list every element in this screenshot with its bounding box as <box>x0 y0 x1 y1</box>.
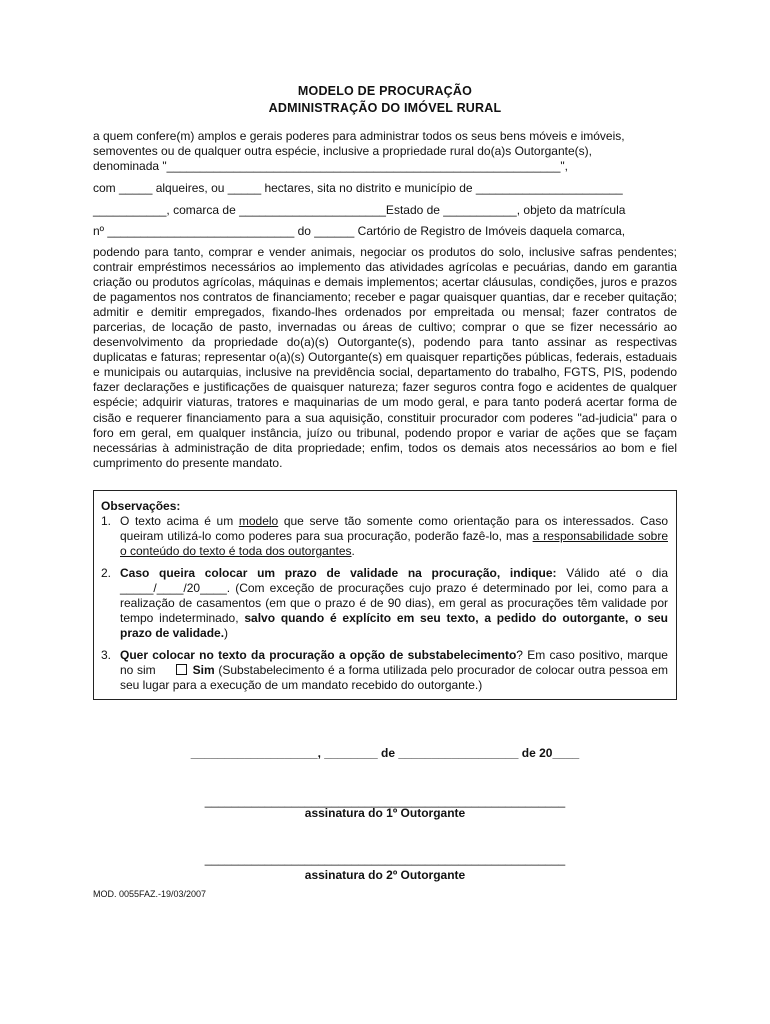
observation-item-2 <box>101 566 668 641</box>
item1-text-b: que serve tão somente como orientação para os interessados. Caso queiram utilizá-lo como poderes para sua procuração, poderão fazê-lo, mas <box>120 514 669 543</box>
item-number: 1. <box>101 514 112 528</box>
item-text <box>120 648 668 693</box>
fill-line-comarca: ___________, comarca de ______________________Estado de ___________, objeto da matrícula <box>93 203 626 217</box>
observation-item-1 <box>101 514 668 559</box>
item3-text-a: ? Em caso positivo, marque no sim <box>120 648 668 677</box>
signature-label-1: assinatura do 1º Outorgante <box>304 806 466 820</box>
fill-line-matricula: nº ____________________________ do ______ Cartório de Registro de Imóveis daquela comarca, <box>93 224 626 238</box>
intro-line-2: semoventes ou de qualquer outra espécie, inclusive a propriedade rural do(a)s Outorgante(s), <box>93 144 592 158</box>
observation-item-3 <box>101 648 668 693</box>
item1-text-a: O texto acima é um <box>120 514 239 528</box>
item-text <box>120 566 668 641</box>
item-number: 3. <box>101 648 112 662</box>
item1-modelo: modelo <box>238 514 279 528</box>
document-subtitle: ADMINISTRAÇÃO DO IMÓVEL RURAL <box>268 101 502 115</box>
item2-text-a: Válido até o dia _____/____/20____. (Com exceção de procurações cujo prazo é determinado por lei, como para a realização de casamentos (em que o prazo é de 90 dias), em geral as procurações têm validade por tempo indeterminado, <box>120 566 668 625</box>
date-line: ___________________, ________ de __________________ de 20____ <box>190 746 580 760</box>
document-title: MODELO DE PROCURAÇÃO <box>297 84 473 98</box>
signature-label-2: assinatura do 2º Outorgante <box>304 868 466 882</box>
intro-line-1: a quem confere(m) amplos e gerais poderes para administrar todos os seus bens móveis e imóveis, <box>93 129 625 143</box>
form-code: MOD. 0055FAZ.-19/03/2007 <box>93 889 207 899</box>
fill-line-area: com _____ alqueires, ou _____ hectares, sita no distrito e município de ______________________ <box>93 181 623 195</box>
item3-bold-a: Quer colocar no texto da procuração a opção de substabelecimento <box>120 648 517 662</box>
item1-underlined: a responsabilidade sobre o conteúdo do texto é toda dos outorgantes <box>120 529 668 558</box>
sim-checkbox[interactable] <box>176 664 187 675</box>
signature-line-1: ______________________________________________________ <box>204 794 566 808</box>
item2-bold-b: salvo quando é explícito em seu texto, a pedido do outorgante, o seu prazo de validade. <box>120 611 669 640</box>
intro-line-3: denominada "___________________________________________________________", <box>93 159 568 173</box>
item3-text-b: (Substabelecimento é a forma utilizada pelo procurador de colocar outra pessoa em seu lugar para a execução de um mandato recebido do outorgante.) <box>120 663 668 692</box>
observations-heading: Observações: <box>101 499 181 513</box>
powers-paragraph: podendo para tanto, comprar e vender animais, negociar os produtos do solo, inclusive safras pendentes; contrair empréstimos necessários ao implemento das atividades agrícolas e pecuárias, dando em garantia criação ou produtos agrícolas, máquinas e demais implementos; acertar cláusulas, condições, juros e prazos de pagamentos nos contratos de financiamento; receber e pagar quaisquer quantias, dar e receber quitação; admitir e demitir empregados, fixando-lhes ordenados por empreitada ou mensal; fazer contratos de parcerias, de locação de pasto, invernadas ou áreas de cultivo; comprar o que se fizer necessário ao desenvolvimento da propriedade do(a)(s) Outorgante(s), podendo para tanto assinar as respectivas duplicatas e faturas; representar o(a)(s) Outorgante(s) em quaisquer repartições públicas, federais, estaduais e municipais ou autarquias, inclusive na previdência social, departamento do trabalho, FGTS, PIS, podendo fazer declarações e justificações de quaisquer natureza; fazer seguros contra fogo e acidentes de qualquer espécie; adquirir viaturas, tratores e maquinarias de um modo geral, e para tanto poderá acertar forma de cisão e requerer financiamento para a sua aquisição, constituir procurador com poderes "ad-judicia" para o foro em geral, em qualquer instância, juízo ou tribunal, podendo propor e variar de ações que se façam necessárias à administração de dita propriedade; enfim, todos os demais atos necessários ao bom e fiel cumprimento do presente mandato. <box>93 245 677 470</box>
item2-end: ) <box>224 626 229 640</box>
sim-label: Sim <box>192 663 215 677</box>
item2-bold-a: Caso queira colocar um prazo de validade na procuração, indique: <box>120 566 557 580</box>
observations-box <box>93 490 677 700</box>
item1-end: . <box>351 544 355 558</box>
item-number: 2. <box>101 566 112 580</box>
signature-line-2: ______________________________________________________ <box>204 852 566 866</box>
item-text <box>120 514 668 559</box>
